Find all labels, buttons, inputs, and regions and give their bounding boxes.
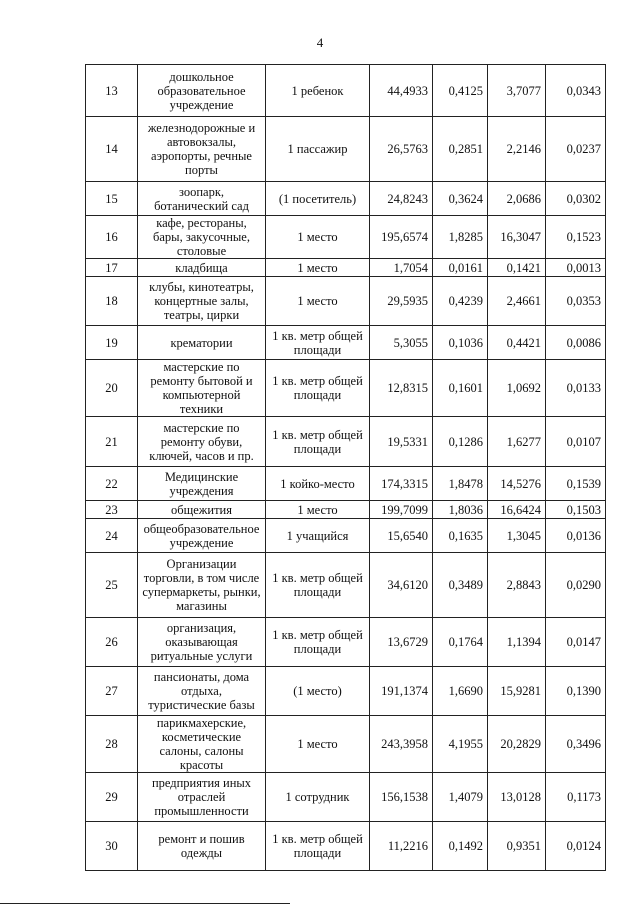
value-2: 1,6690 [433, 667, 488, 716]
table-row [86, 618, 606, 667]
row-number: 21 [86, 417, 138, 467]
table-row [86, 467, 606, 501]
value-4: 0,0013 [546, 259, 606, 277]
value-2: 0,4125 [433, 65, 488, 117]
calc-unit: 1 место [266, 501, 370, 519]
value-4: 0,0302 [546, 182, 606, 216]
page-number: 4 [316, 35, 324, 50]
value-2: 1,8478 [433, 467, 488, 501]
value-2: 1,8285 [433, 216, 488, 259]
value-4: 0,0133 [546, 360, 606, 417]
object-name: клубы, кинотеатры, концертные залы, театры, цирки [138, 277, 266, 326]
value-4: 0,1390 [546, 667, 606, 716]
value-2: 1,4079 [433, 773, 488, 822]
object-name: ремонт и пошив одежды [138, 822, 266, 871]
table-body [86, 65, 606, 871]
table-row [86, 553, 606, 618]
norms-table [85, 64, 606, 871]
value-4: 0,1503 [546, 501, 606, 519]
value-4: 0,1539 [546, 467, 606, 501]
table-row [86, 360, 606, 417]
row-number: 30 [86, 822, 138, 871]
value-4: 0,0343 [546, 65, 606, 117]
table-row [86, 259, 606, 277]
object-name: мастерские по ремонту бытовой и компьютерной техники [138, 360, 266, 417]
table-row [86, 501, 606, 519]
value-2: 0,2851 [433, 117, 488, 182]
value-1: 29,5935 [370, 277, 433, 326]
value-1: 191,1374 [370, 667, 433, 716]
value-2: 0,1601 [433, 360, 488, 417]
row-number: 18 [86, 277, 138, 326]
value-2: 0,1286 [433, 417, 488, 467]
value-1: 44,4933 [370, 65, 433, 117]
value-3: 0,9351 [488, 822, 546, 871]
value-1: 156,1538 [370, 773, 433, 822]
calc-unit: 1 место [266, 216, 370, 259]
calc-unit: 1 место [266, 716, 370, 773]
value-2: 0,1764 [433, 618, 488, 667]
object-name: предприятия иных отраслей промышленности [138, 773, 266, 822]
calc-unit: 1 учащийся [266, 519, 370, 553]
value-4: 0,1523 [546, 216, 606, 259]
footnote-rule [0, 903, 290, 904]
value-3: 1,0692 [488, 360, 546, 417]
row-number: 27 [86, 667, 138, 716]
row-number: 29 [86, 773, 138, 822]
value-1: 24,8243 [370, 182, 433, 216]
table-row [86, 182, 606, 216]
value-4: 0,1173 [546, 773, 606, 822]
row-number: 17 [86, 259, 138, 277]
object-name: парикмахерские, косметические салоны, салоны красоты [138, 716, 266, 773]
row-number: 13 [86, 65, 138, 117]
value-3: 14,5276 [488, 467, 546, 501]
row-number: 22 [86, 467, 138, 501]
calc-unit: (1 посетитель) [266, 182, 370, 216]
table-row [86, 65, 606, 117]
value-4: 0,0086 [546, 326, 606, 360]
object-name: железнодорожные и автовокзалы, аэропорты, речные порты [138, 117, 266, 182]
calc-unit: 1 кв. метр общей площади [266, 360, 370, 417]
value-1: 26,5763 [370, 117, 433, 182]
value-2: 0,4239 [433, 277, 488, 326]
value-3: 15,9281 [488, 667, 546, 716]
calc-unit: 1 кв. метр общей площади [266, 553, 370, 618]
value-3: 0,4421 [488, 326, 546, 360]
calc-unit: 1 ребенок [266, 65, 370, 117]
row-number: 25 [86, 553, 138, 618]
value-3: 0,1421 [488, 259, 546, 277]
calc-unit: 1 кв. метр общей площади [266, 618, 370, 667]
value-3: 1,1394 [488, 618, 546, 667]
object-name: общежития [138, 501, 266, 519]
value-2: 1,8036 [433, 501, 488, 519]
value-4: 0,0107 [546, 417, 606, 467]
value-1: 12,8315 [370, 360, 433, 417]
value-3: 16,3047 [488, 216, 546, 259]
row-number: 20 [86, 360, 138, 417]
object-name: кладбища [138, 259, 266, 277]
row-number: 19 [86, 326, 138, 360]
object-name: крематории [138, 326, 266, 360]
value-4: 0,0136 [546, 519, 606, 553]
value-2: 0,3489 [433, 553, 488, 618]
value-4: 0,0353 [546, 277, 606, 326]
calc-unit: 1 сотрудник [266, 773, 370, 822]
row-number: 16 [86, 216, 138, 259]
value-1: 15,6540 [370, 519, 433, 553]
value-3: 2,0686 [488, 182, 546, 216]
value-1: 5,3055 [370, 326, 433, 360]
value-1: 1,7054 [370, 259, 433, 277]
calc-unit: 1 кв. метр общей площади [266, 822, 370, 871]
calc-unit: 1 койко-место [266, 467, 370, 501]
value-3: 13,0128 [488, 773, 546, 822]
table-row [86, 773, 606, 822]
table-row [86, 417, 606, 467]
value-2: 0,1492 [433, 822, 488, 871]
value-2: 0,0161 [433, 259, 488, 277]
object-name: кафе, рестораны, бары, закусочные, столовые [138, 216, 266, 259]
value-1: 19,5331 [370, 417, 433, 467]
row-number: 24 [86, 519, 138, 553]
value-3: 16,6424 [488, 501, 546, 519]
table-row [86, 277, 606, 326]
value-4: 0,0124 [546, 822, 606, 871]
value-1: 13,6729 [370, 618, 433, 667]
row-number: 26 [86, 618, 138, 667]
calc-unit: 1 кв. метр общей площади [266, 417, 370, 467]
calc-unit: 1 место [266, 277, 370, 326]
value-2: 0,1635 [433, 519, 488, 553]
row-number: 23 [86, 501, 138, 519]
table-row [86, 216, 606, 259]
table-row [86, 519, 606, 553]
row-number: 28 [86, 716, 138, 773]
value-2: 4,1955 [433, 716, 488, 773]
calc-unit: 1 кв. метр общей площади [266, 326, 370, 360]
object-name: организация, оказывающая ритуальные услуги [138, 618, 266, 667]
table-row [86, 667, 606, 716]
value-4: 0,0290 [546, 553, 606, 618]
row-number: 15 [86, 182, 138, 216]
table-row [86, 117, 606, 182]
value-1: 11,2216 [370, 822, 433, 871]
object-name: Организации торговли, в том числе супермаркеты, рынки, магазины [138, 553, 266, 618]
row-number: 14 [86, 117, 138, 182]
value-4: 0,3496 [546, 716, 606, 773]
value-3: 3,7077 [488, 65, 546, 117]
value-1: 34,6120 [370, 553, 433, 618]
object-name: зоопарк, ботанический сад [138, 182, 266, 216]
object-name: мастерские по ремонту обуви, ключей, часов и пр. [138, 417, 266, 467]
value-2: 0,3624 [433, 182, 488, 216]
value-1: 174,3315 [370, 467, 433, 501]
value-1: 243,3958 [370, 716, 433, 773]
calc-unit: 1 пассажир [266, 117, 370, 182]
calc-unit: (1 место) [266, 667, 370, 716]
value-3: 1,3045 [488, 519, 546, 553]
value-3: 20,2829 [488, 716, 546, 773]
value-3: 1,6277 [488, 417, 546, 467]
value-2: 0,1036 [433, 326, 488, 360]
value-4: 0,0147 [546, 618, 606, 667]
table-row [86, 822, 606, 871]
value-1: 199,7099 [370, 501, 433, 519]
value-3: 2,2146 [488, 117, 546, 182]
value-3: 2,8843 [488, 553, 546, 618]
object-name: пансионаты, дома отдыха, туристические базы [138, 667, 266, 716]
value-1: 195,6574 [370, 216, 433, 259]
value-4: 0,0237 [546, 117, 606, 182]
table-row [86, 716, 606, 773]
object-name: общеобразовательное учреждение [138, 519, 266, 553]
calc-unit: 1 место [266, 259, 370, 277]
table-row [86, 326, 606, 360]
object-name: Медицинские учреждения [138, 467, 266, 501]
object-name: дошкольное образовательное учреждение [138, 65, 266, 117]
value-3: 2,4661 [488, 277, 546, 326]
